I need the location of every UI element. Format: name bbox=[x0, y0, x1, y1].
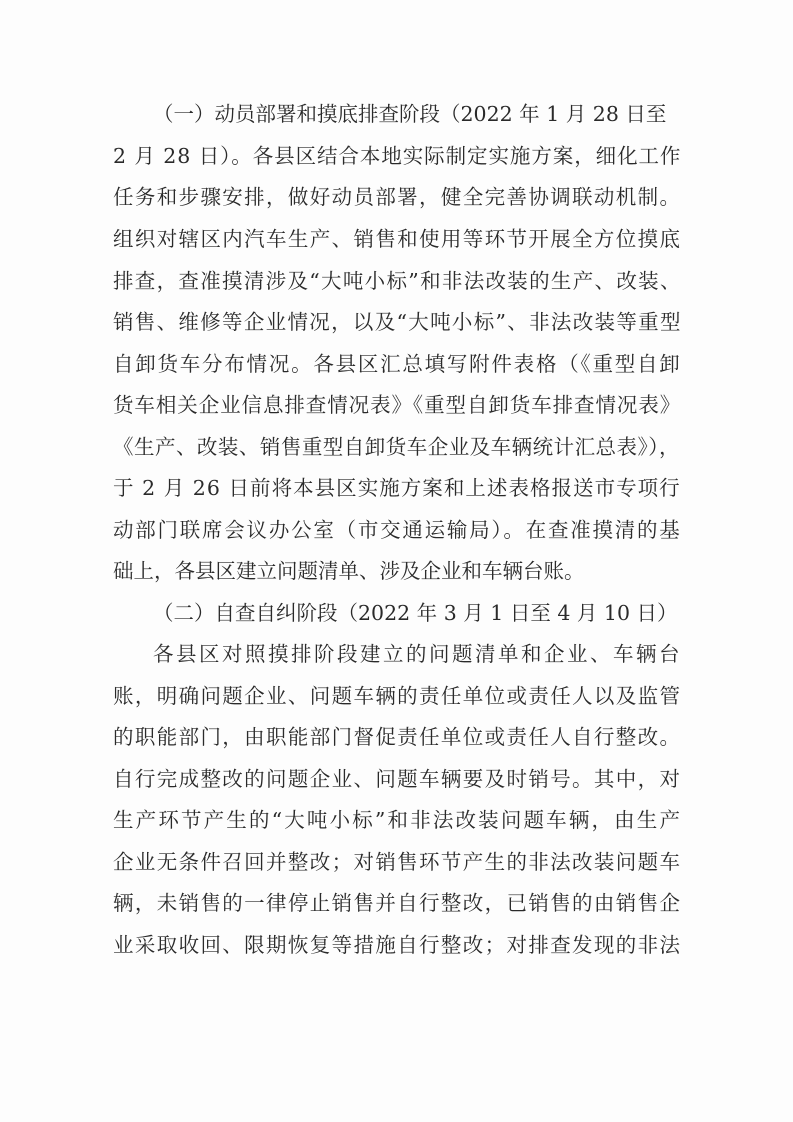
paragraph-line: 《生产、改装、销售重型自卸货车企业及车辆统计汇总表》）， bbox=[113, 435, 680, 459]
section-2-heading: （二）自查自纠阶段（2022 年 3 月 1 日至 4 月 10 日） bbox=[153, 601, 678, 625]
paragraph-line: 企业无条件召回并整改；对销售环节产生的非法改装问题车 bbox=[113, 850, 682, 874]
paragraph-line: 货车相关企业信息排查情况表》《重型自卸货车排查情况表》 bbox=[113, 393, 682, 417]
section-1-heading: （一）动员部署和摸底排查阶段（2022 年 1 月 28 日至 bbox=[153, 102, 667, 126]
paragraph-line: 自卸货车分布情况。各县区汇总填写附件表格（《重型自卸 bbox=[113, 352, 682, 376]
paragraph-line: 销售、维修等企业情况，以及“大吨小标”、非法改装等重型 bbox=[113, 310, 682, 334]
paragraph-line: 各县区对照摸排阶段建立的问题清单和企业、车辆台 bbox=[153, 642, 682, 666]
paragraph-line: 排查，查准摸清涉及“大吨小标”和非法改装的生产、改装、 bbox=[113, 269, 682, 293]
paragraph-line: 动部门联席会议办公室（市交通运输局）。在查准摸清的基 bbox=[113, 518, 682, 542]
paragraph-line: 辆，未销售的一律停止销售并自行整改，已销售的由销售企 bbox=[113, 891, 682, 915]
paragraph-line: 组织对辖区内汽车生产、销售和使用等环节开展全方位摸底 bbox=[113, 227, 682, 251]
paragraph-line: 自行完成整改的问题企业、问题车辆要及时销号。其中，对 bbox=[113, 767, 682, 791]
paragraph-line: 业采取收回、限期恢复等措施自行整改；对排查发现的非法 bbox=[113, 933, 682, 957]
paragraph-line: 生产环节产生的“大吨小标”和非法改装问题车辆，由生产 bbox=[113, 808, 683, 832]
paragraph-line: 于 2 月 26 日前将本县区实施方案和上述表格报送市专项行 bbox=[113, 476, 681, 500]
paragraph-line: 任务和步骤安排，做好动员部署，健全完善协调联动机制。 bbox=[113, 185, 682, 209]
paragraph-line: 账，明确问题企业、问题车辆的责任单位或责任人以及监管 bbox=[113, 684, 682, 708]
paragraph-line: 2 月 28 日）。各县区结合本地实际制定实施方案，细化工作 bbox=[113, 144, 682, 168]
paragraph-line: 的职能部门，由职能部门督促责任单位或责任人自行整改。 bbox=[113, 725, 682, 749]
paragraph-line: 础上，各县区建立问题清单、涉及企业和车辆台账。 bbox=[113, 559, 585, 583]
